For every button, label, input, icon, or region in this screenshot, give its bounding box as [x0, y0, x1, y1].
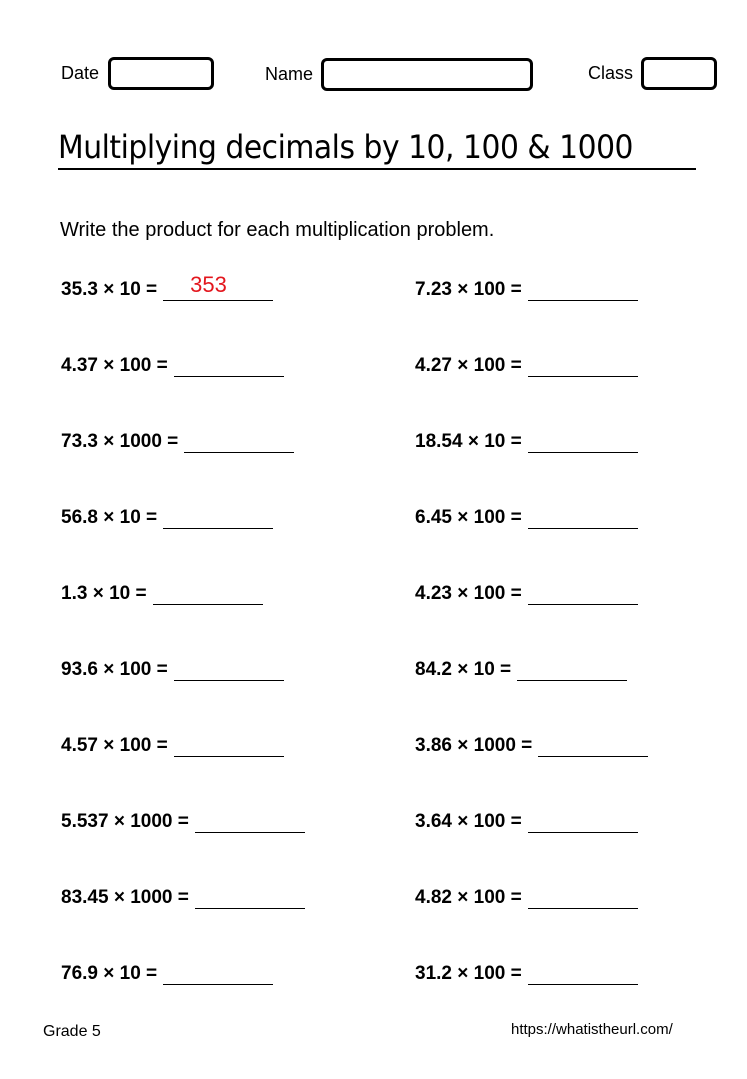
- problem-right-9: [415, 886, 638, 912]
- date-label: Date: [61, 63, 100, 83]
- answer-blank[interactable]: [528, 354, 638, 377]
- source-url[interactable]: https://whatistheurl.com/: [511, 1021, 673, 1038]
- problem-expression: 83.45 × 1000 =: [61, 887, 189, 908]
- answer-blank[interactable]: [528, 430, 638, 453]
- problem-expression: 35.3 × 10 =: [61, 279, 158, 300]
- problem-expression: 4.37 × 100 =: [61, 355, 168, 376]
- date-field[interactable]: [108, 57, 214, 90]
- problem-expression: 3.64 × 100 =: [415, 811, 522, 832]
- answer-blank[interactable]: [195, 810, 305, 833]
- problem-expression: 4.23 × 100 =: [415, 583, 522, 604]
- problem-left-6: [61, 658, 284, 684]
- answer-blank[interactable]: [528, 886, 638, 909]
- answer-blank[interactable]: [163, 272, 273, 301]
- problem-expression: 93.6 × 100 =: [61, 659, 168, 680]
- class-label: Class: [588, 63, 634, 83]
- worksheet-page: [27, 28, 725, 1054]
- problem-expression: 3.86 × 1000 =: [415, 735, 533, 756]
- problem-right-6: [415, 658, 627, 684]
- name-label: Name: [265, 64, 314, 84]
- problem-expression: 4.57 × 100 =: [61, 735, 168, 756]
- problem-right-10: [415, 962, 638, 988]
- problem-right-5: [415, 582, 638, 608]
- problem-right-8: [415, 810, 638, 836]
- page-title: Multiplying decimals by 10, 100 & 1000: [58, 128, 634, 166]
- answer-blank[interactable]: [174, 658, 284, 681]
- problem-expression: 5.537 × 1000 =: [61, 811, 189, 832]
- answer-blank[interactable]: [538, 734, 648, 757]
- problem-left-7: [61, 734, 284, 760]
- answer-blank[interactable]: [174, 734, 284, 757]
- problem-left-1: [61, 272, 273, 304]
- answer-blank[interactable]: [528, 810, 638, 833]
- problem-expression: 73.3 × 1000 =: [61, 431, 179, 452]
- answer-blank[interactable]: [528, 962, 638, 985]
- problem-left-3: [61, 430, 294, 456]
- problem-right-7: [415, 734, 648, 760]
- problem-left-8: [61, 810, 305, 836]
- problem-expression: 7.23 × 100 =: [415, 279, 522, 300]
- answer-blank[interactable]: [528, 506, 638, 529]
- problem-expression: 4.27 × 100 =: [415, 355, 522, 376]
- problem-expression: 56.8 × 10 =: [61, 507, 158, 528]
- instructions: Write the product for each multiplication problem.: [60, 219, 495, 241]
- answer-value: 353: [190, 272, 227, 297]
- answer-blank[interactable]: [528, 278, 638, 301]
- class-field[interactable]: [641, 57, 717, 90]
- problem-expression: 76.9 × 10 =: [61, 963, 158, 984]
- problem-expression: 84.2 × 10 =: [415, 659, 512, 680]
- problem-left-9: [61, 886, 305, 912]
- problem-left-2: [61, 354, 284, 380]
- problem-expression: 18.54 × 10 =: [415, 431, 522, 452]
- problem-right-3: [415, 430, 638, 456]
- problem-left-10: [61, 962, 273, 988]
- answer-blank[interactable]: [184, 430, 294, 453]
- answer-blank[interactable]: [163, 506, 273, 529]
- answer-blank[interactable]: [153, 582, 263, 605]
- problem-right-1: [415, 278, 638, 304]
- problem-left-4: [61, 506, 273, 532]
- name-field[interactable]: [321, 58, 533, 91]
- problem-right-2: [415, 354, 638, 380]
- answer-blank[interactable]: [195, 886, 305, 909]
- answer-blank[interactable]: [517, 658, 627, 681]
- problem-expression: 1.3 × 10 =: [61, 583, 147, 604]
- problem-expression: 31.2 × 100 =: [415, 963, 522, 984]
- problem-right-4: [415, 506, 638, 532]
- problem-expression: 6.45 × 100 =: [415, 507, 522, 528]
- answer-blank[interactable]: [174, 354, 284, 377]
- problem-left-5: [61, 582, 263, 608]
- problem-expression: 4.82 × 100 =: [415, 887, 522, 908]
- answer-blank[interactable]: [528, 582, 638, 605]
- grade-label: Grade 5: [43, 1023, 101, 1040]
- title-underline: [58, 168, 696, 170]
- answer-blank[interactable]: [163, 962, 273, 985]
